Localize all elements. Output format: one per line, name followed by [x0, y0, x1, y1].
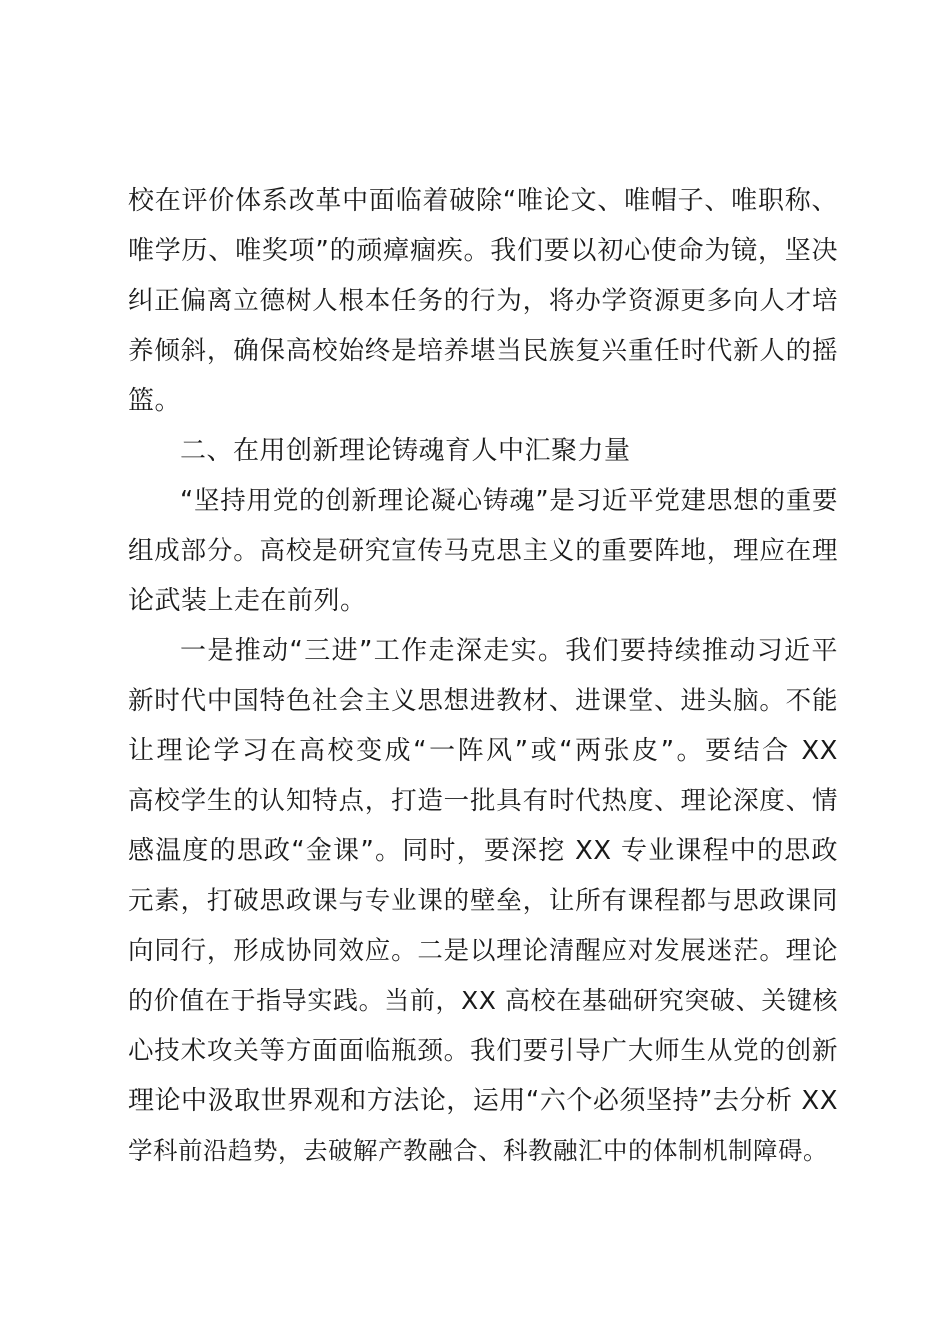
text-line: 组成部分。高校是研究宣传马克思主义的重要阵地，理应在理 — [128, 536, 838, 566]
text-line: 元素，打破思政课与专业课的壁垒，让所有课程都与思政课同 — [128, 886, 838, 916]
text-line: 的价值在于指导实践。当前，XX 高校在基础研究突破、关键核 — [128, 986, 838, 1015]
text-line: 学科前沿趋势，去破解产教融合、科教融汇中的体制机制障碍。 — [128, 1136, 828, 1165]
text-line: 论武装上走在前列。 — [128, 586, 367, 616]
text-line: 新时代中国特色社会主义思想进教材、进课堂、进头脑。不能 — [128, 686, 838, 716]
text-line: 篮。 — [128, 386, 182, 416]
text-line: 让理论学习在高校变成“一阵风”或“两张皮”。要结合 XX — [128, 736, 838, 766]
text-line: 感温度的思政“金课”。同时，要深挖 XX 专业课程中的思政 — [128, 836, 838, 866]
text-line: 理论中汲取世界观和方法论，运用“六个必须坚持”去分析 XX — [128, 1086, 838, 1116]
text-line: 校在评价体系改革中面临着破除“唯论文、唯帽子、唯职称、 — [128, 186, 838, 216]
document-body — [128, 176, 838, 1176]
text-line: “坚持用党的创新理论凝心铸魂”是习近平党建思想的重要 — [180, 486, 838, 516]
text-line: 心技术攻关等方面面临瓶颈。我们要引导广大师生从党的创新 — [128, 1036, 838, 1066]
text-line: 唯学历、唯奖项”的顽瘴痼疾。我们要以初心使命为镜，坚决 — [128, 236, 838, 266]
text-line: 高校学生的认知特点，打造一批具有时代热度、理论深度、情 — [128, 786, 838, 816]
section-heading: 二、在用创新理论铸魂育人中汇聚力量 — [180, 436, 631, 466]
text-line: 一是推动“三进”工作走深走实。我们要持续推动习近平 — [180, 636, 838, 666]
text-line: 纠正偏离立德树人根本任务的行为，将办学资源更多向人才培 — [128, 286, 838, 316]
text-line: 养倾斜，确保高校始终是培养堪当民族复兴重任时代新人的摇 — [128, 336, 838, 366]
text-line: 向同行，形成协同效应。二是以理论清醒应对发展迷茫。理论 — [128, 936, 838, 966]
